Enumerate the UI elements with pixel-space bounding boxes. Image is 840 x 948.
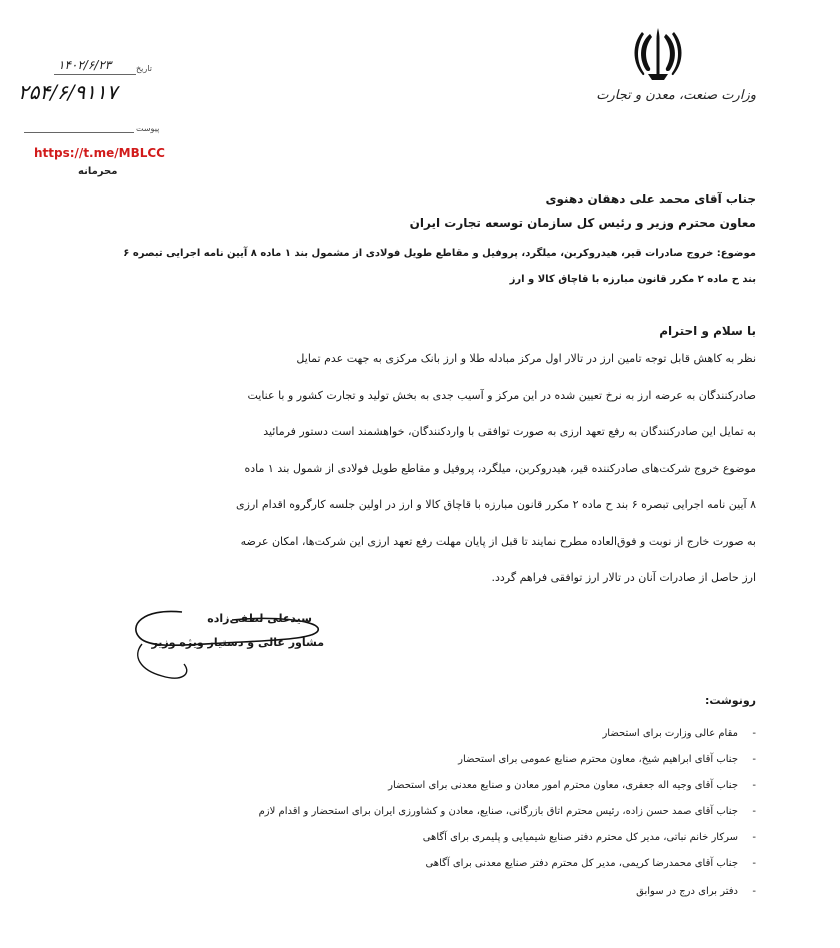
cc-item: -سرکار خانم نباتی، مدیر کل محترم دفتر صنایع شیمیایی و پلیمری برای آگاهی <box>422 832 756 843</box>
cc-item: -جناب آقای ابراهیم شیخ، معاون محترم صنایع عمومی برای استحضار <box>458 754 756 765</box>
letter-number: ۲۵۴/۶/۹۱۱۷ <box>18 80 118 104</box>
subject-line-2: بند ح ماده ۲ مکرر قانون مبارزه با قاچاق کالا و ارز <box>509 274 756 285</box>
body-line: به صورت خارج از نوبت و فوق‌العاده مطرح نمایند تا قبل از پایان مهلت رفع تعهد ارزی این شرکت‌ها، امکان عرضه <box>240 535 756 548</box>
body-line: موضوع خروج شرکت‌های صادرکننده قیر، هیدروکربن، میلگرد، پروفیل و مقاطع طویل فولادی از شمول بند ۱ ماده <box>244 462 756 475</box>
signatory-name: سیدعلی لطفی‌زاده <box>207 612 312 625</box>
telegram-link[interactable]: https://t.me/MBLCC <box>34 146 165 160</box>
subject-line-1: موضوع: خروج صادرات قیر، هیدروکربن، میلگرد، پروفیل و مقاطع طویل فولادی از مشمول بند ۱ ماده ۸ آیین نامه اجرایی تبصره ۶ <box>123 248 756 259</box>
letter-date: ۱۴۰۲/۶/۲۳ <box>58 58 112 72</box>
cc-item: -دفتر برای درج در سوابق <box>636 886 756 897</box>
attachment-label: پیوست <box>136 124 160 133</box>
cc-heading: رونوشت: <box>704 694 756 707</box>
addressee-name: جناب آقای محمد علی دهقان دهنوی <box>545 192 756 206</box>
date-underline <box>54 74 136 75</box>
body-line: صادرکنندگان به عرضه ارز به نرخ تعیین شده در این مرکز و آسیب جدی به بخش تولید و تجارت کشور و با عنایت <box>247 389 756 402</box>
signatory-title: مشاور عالی و دستیار ویژه وزیر <box>151 636 324 649</box>
body-line: ارز حاصل از صادرات آنان در تالار ارز توافقی فراهم گردد. <box>491 571 756 584</box>
cc-item: -جناب آقای صمد حسن زاده، رئیس محترم اتاق بازرگانی، صنایع، معادن و کشاورزی ایران برای استحضار و اقدام لازم <box>258 806 756 817</box>
iran-emblem-icon <box>626 22 690 86</box>
cc-item: -جناب آقای محمدرضا کریمی، مدیر کل محترم دفتر صنایع معدنی برای آگاهی <box>425 858 756 869</box>
classification-label: محرمانه <box>78 166 118 177</box>
body-line: نظر به کاهش قابل توجه تامین ارز در تالار اول مرکز مبادله طلا و ارز بانک مرکزی به جهت عدم تمایل <box>296 352 756 365</box>
cc-item: -مقام عالی وزارت برای استحضار <box>602 728 756 739</box>
attachment-underline <box>24 132 134 133</box>
greeting: با سلام و احترام <box>659 324 756 338</box>
cc-item: -جناب آقای وجیه اله جعفری، معاون محترم امور معادن و صنایع معدنی برای استحضار <box>388 780 756 791</box>
ministry-name: وزارت صنعت، معدن و تجارت <box>596 88 756 103</box>
letter-meta <box>18 54 188 184</box>
body-line: به تمایل این صادرکنندگان به رفع تعهد ارزی به صورت توافقی با واردکنندگان، خواهشمند است دستور فرمائید <box>263 425 756 438</box>
body-line: ۸ آیین نامه اجرایی تبصره ۶ بند ح ماده ۲ مکرر قانون مبارزه با قاچاق کالا و ارز در اولین جلسه کارگروه اقدام ارزی <box>236 498 756 511</box>
date-label: تاریخ <box>136 64 152 73</box>
addressee-title: معاون محترم وزیر و رئیس کل سازمان توسعه تجارت ایران <box>409 216 756 230</box>
signature-block <box>122 604 332 688</box>
